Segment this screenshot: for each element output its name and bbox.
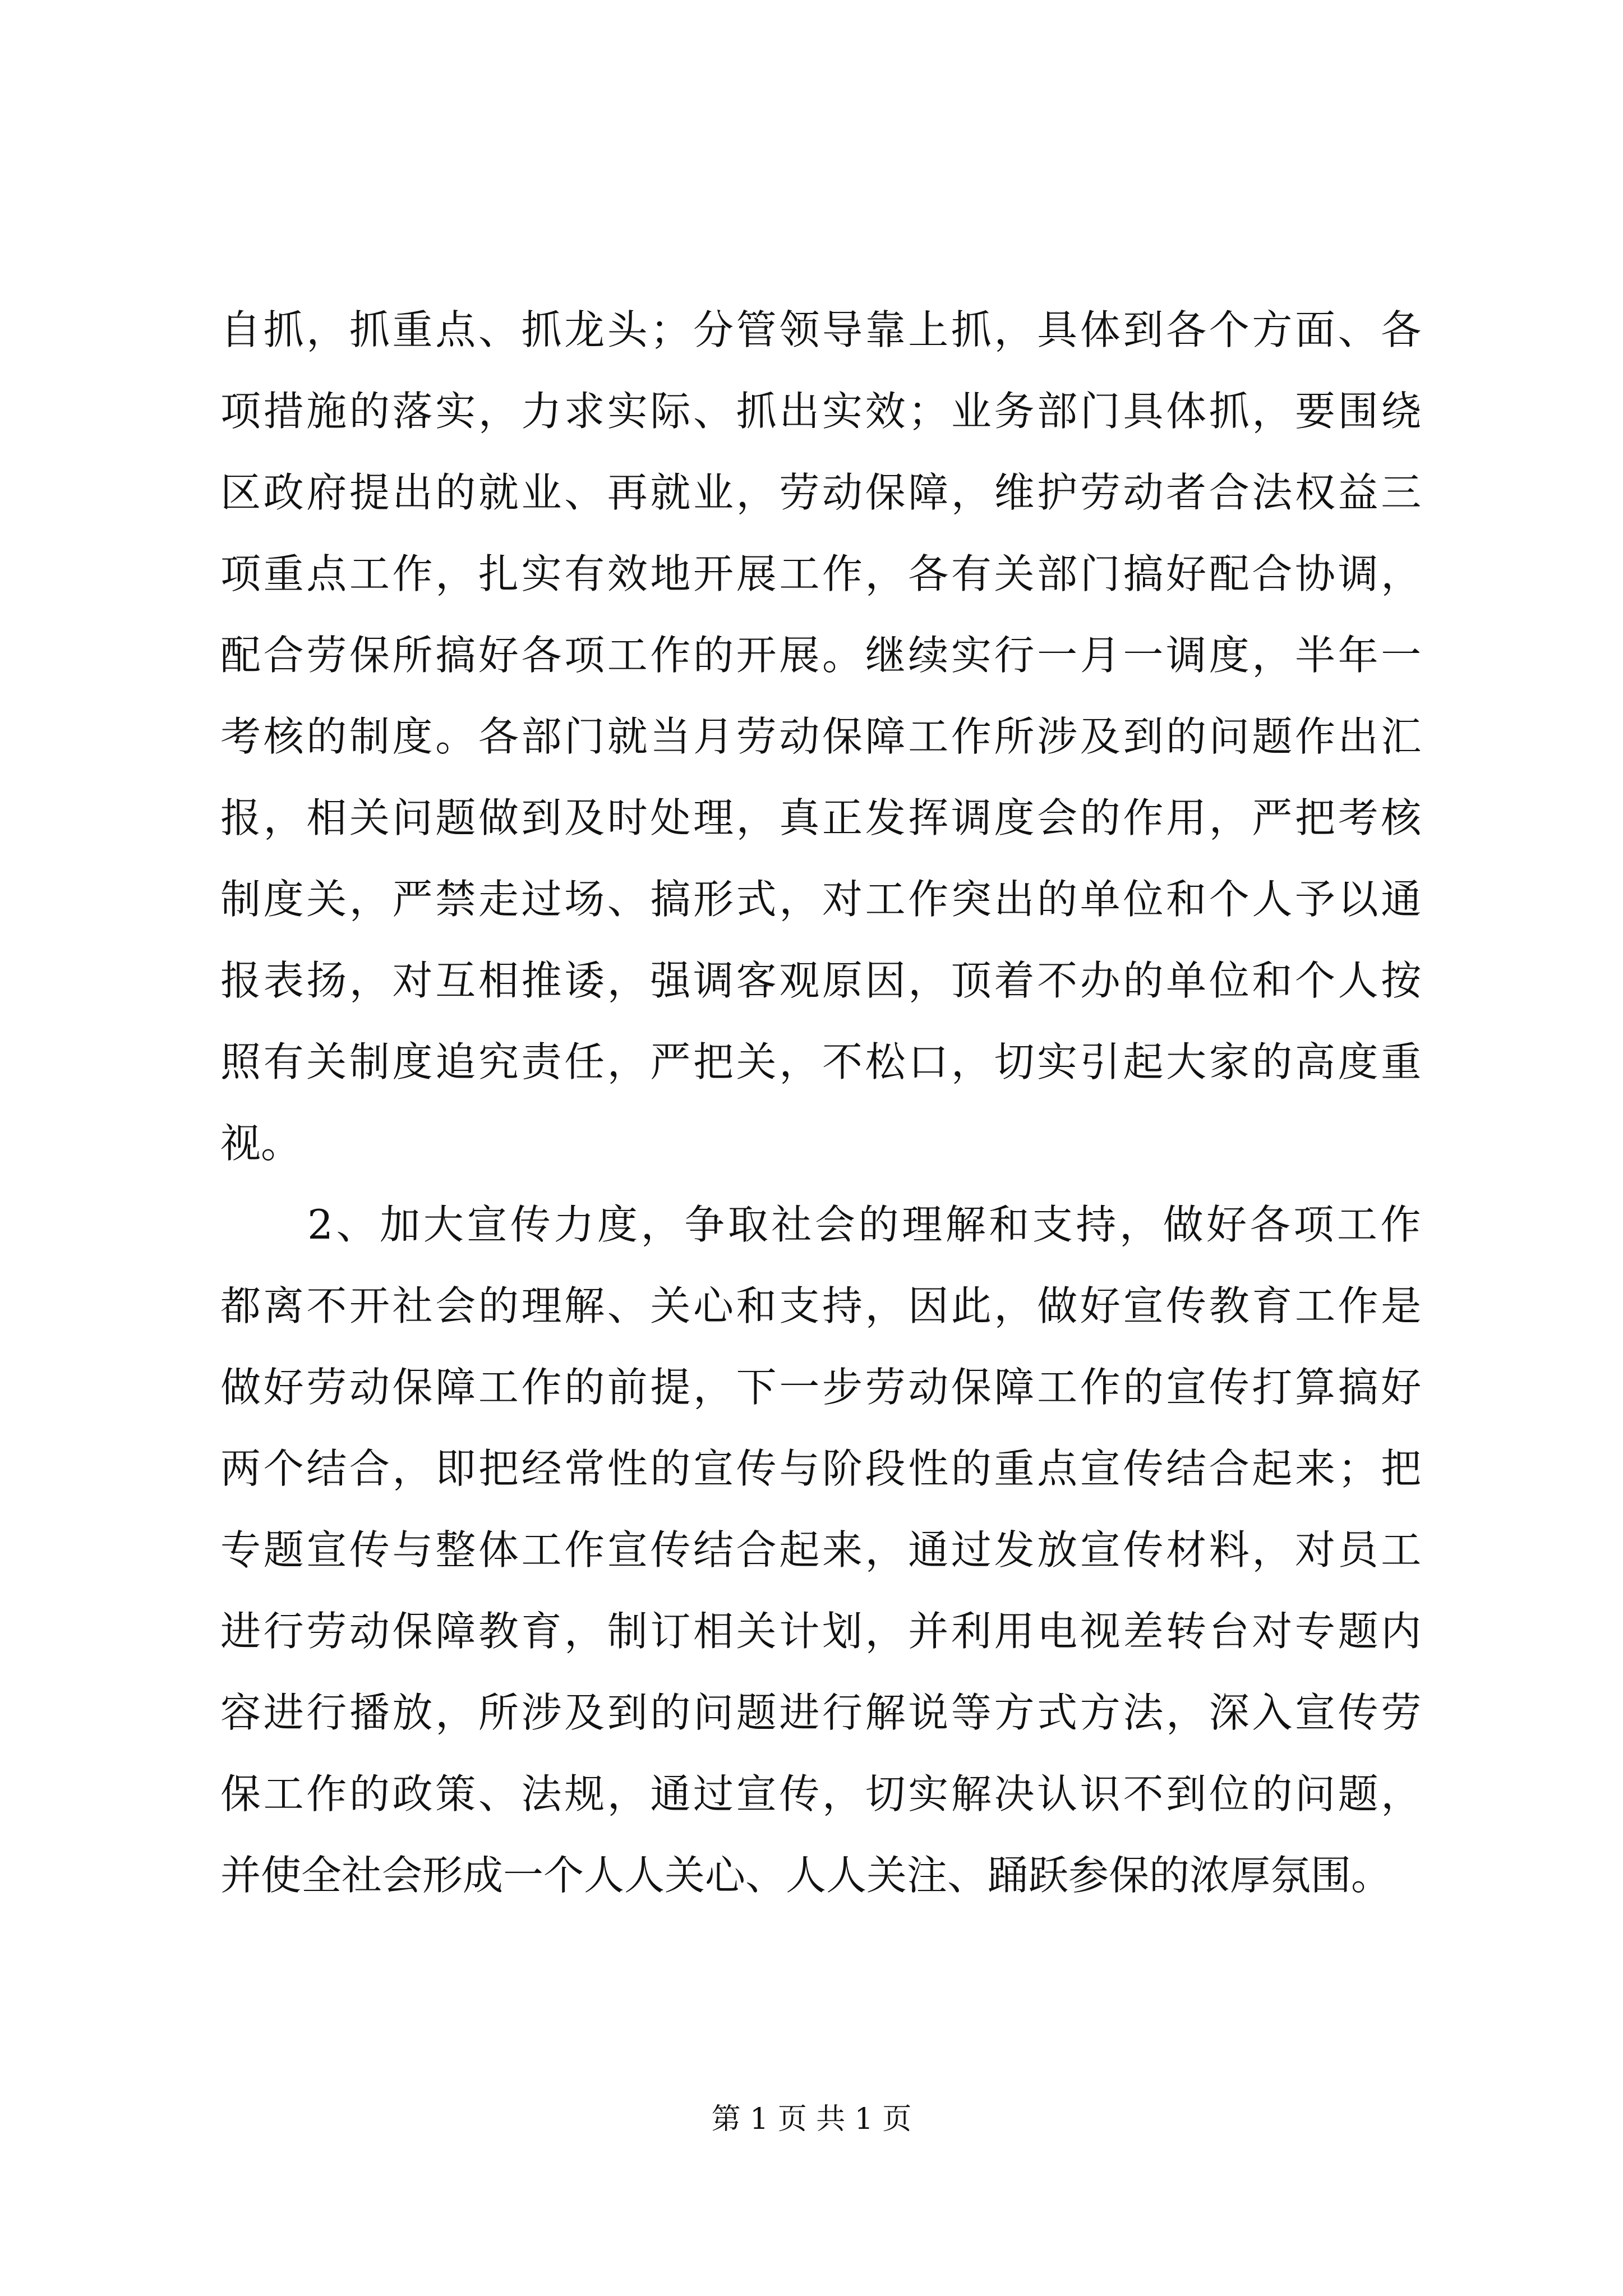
text-line: 保工作的政策、法规，通过宣传，切实解决认识不到位的问题， — [220, 1770, 1424, 1818]
text-line: 进行劳动保障教育，制订相关计划，并利用电视差转台对专题内 — [220, 1608, 1424, 1655]
text-line: 制度关，严禁走过场、搞形式，对工作突出的单位和个人予以通 — [220, 876, 1424, 923]
text-line: 区政府提出的就业、再就业，劳动保障，维护劳动者合法权益三 — [220, 469, 1424, 516]
text-line: 自抓，抓重点、抓龙头；分管领导靠上抓，具体到各个方面、各 — [220, 306, 1424, 353]
text-line: 视。 — [220, 1120, 302, 1167]
text-line: 专题宣传与整体工作宣传结合起来，通过发放宣传材料，对员工 — [220, 1526, 1424, 1573]
body-text — [220, 289, 1424, 1916]
text-line: 容进行播放，所涉及到的问题进行解说等方式方法，深入宣传劳 — [220, 1689, 1424, 1736]
text-line: 都离不开社会的理解、关心和支持，因此，做好宣传教育工作是 — [220, 1282, 1424, 1329]
text-line: 两个结合，即把经常性的宣传与阶段性的重点宣传结合起来；把 — [220, 1445, 1424, 1492]
text-line: 报表扬，对互相推诿，强调客观原因，顶着不办的单位和个人按 — [220, 957, 1424, 1004]
text-line: 项措施的落实，力求实际、抓出实效；业务部门具体抓，要围绕 — [220, 388, 1424, 435]
text-line: 做好劳动保障工作的前提，下一步劳动保障工作的宣传打算搞好 — [220, 1364, 1424, 1411]
text-line: 2、加大宣传力度，争取社会的理解和支持，做好各项工作 — [220, 1201, 1424, 1248]
text-line: 考核的制度。各部门就当月劳动保障工作所涉及到的问题作出汇 — [220, 713, 1424, 760]
text-line: 并使全社会形成一个人人关心、人人关注、踊跃参保的浓厚氛围。 — [220, 1852, 1392, 1899]
text-line: 项重点工作，扎实有效地开展工作，各有关部门搞好配合协调， — [220, 550, 1424, 597]
text-line: 配合劳保所搞好各项工作的开展。继续实行一月一调度，半年一 — [220, 632, 1424, 679]
text-line: 照有关制度追究责任，严把关，不松口，切实引起大家的高度重 — [220, 1038, 1424, 1085]
text-line: 报，相关问题做到及时处理，真正发挥调度会的作用，严把考核 — [220, 794, 1424, 841]
page-footer: 第 1 页 共 1 页 — [711, 2102, 912, 2136]
